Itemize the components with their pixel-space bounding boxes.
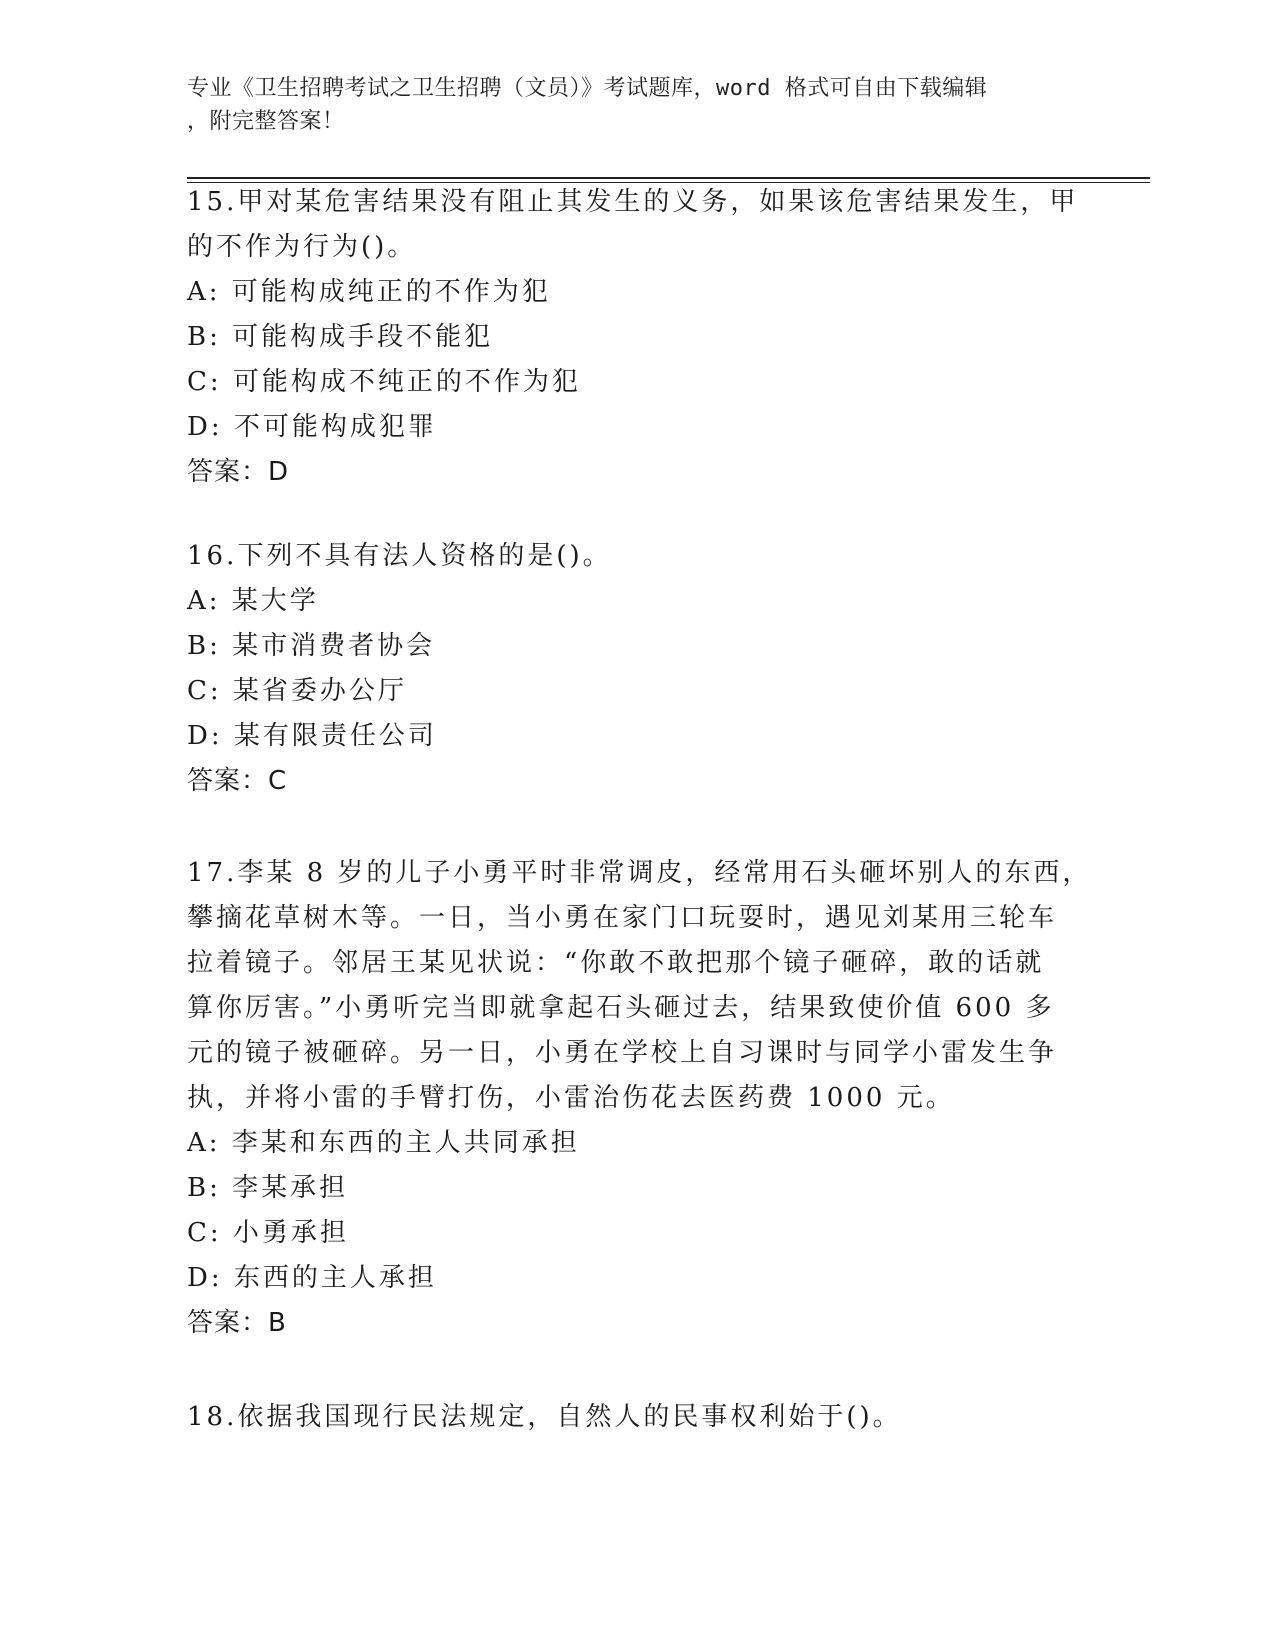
option-a: A: 李某和东西的主人共同承担	[187, 1128, 580, 1158]
question-stem-line: 18.依据我国现行民法规定，自然人的民事权利始于()。	[187, 1402, 902, 1432]
question-15	[187, 180, 1087, 495]
question-stem-line: 算你厉害。”小勇听完当即就拿起石头砸过去，结果致使价值 600 多	[187, 993, 1055, 1023]
header-line-2: ，附完整答案！	[187, 109, 345, 134]
question-stem-line: 16.下列不具有法人资格的是()。	[187, 541, 612, 571]
option-d: D: 不可能构成犯罪	[187, 412, 437, 442]
option-a: A: 可能构成纯正的不作为犯	[187, 277, 551, 307]
question-17	[187, 851, 1092, 1346]
option-b: B: 可能构成手段不能犯	[187, 322, 494, 352]
question-18	[187, 1395, 1087, 1440]
question-stem-line: 元的镜子被砸碎。另一日，小勇在学校上自习课时与同学小雷发生争	[187, 1038, 1058, 1068]
option-a: A: 某大学	[187, 586, 319, 616]
option-d: D: 东西的主人承担	[187, 1263, 437, 1293]
option-d: D: 某有限责任公司	[187, 721, 437, 751]
option-c: C: 某省委办公厅	[187, 676, 407, 706]
question-stem-line: 拉着镜子。邻居王某见状说：“你敢不敢把那个镜子砸碎，敢的话就	[187, 948, 1045, 978]
option-c: C: 小勇承担	[187, 1218, 349, 1248]
question-stem-line: 的不作为行为()。	[187, 232, 417, 262]
option-c: C: 可能构成不纯正的不作为犯	[187, 367, 581, 397]
header-line-1: 专业《卫生招聘考试之卫生招聘（文员）》考试题库，word 格式可自由下载编辑	[187, 76, 988, 101]
answer: 答案：C	[187, 766, 288, 796]
option-b: B: 李某承担	[187, 1173, 349, 1203]
answer: 答案：B	[187, 1308, 287, 1338]
document-header	[187, 72, 1067, 138]
answer: 答案：D	[187, 457, 290, 487]
question-16	[187, 534, 1087, 804]
question-stem-line: 15.甲对某危害结果没有阻止其发生的义务，如果该危害结果发生，甲	[187, 187, 1079, 217]
option-b: B: 某市消费者协会	[187, 631, 436, 661]
header-divider	[187, 177, 1150, 179]
question-stem-line: 攀摘花草树木等。一日，当小勇在家门口玩耍时，遇见刘某用三轮车	[187, 903, 1058, 933]
question-stem-line: 17.李某 8 岁的儿子小勇平时非常调皮，经常用石头砸坏别人的东西，	[187, 858, 1092, 888]
question-stem-line: 执，并将小雷的手臂打伤，小雷治伤花去医药费 1000 元。	[187, 1083, 955, 1113]
